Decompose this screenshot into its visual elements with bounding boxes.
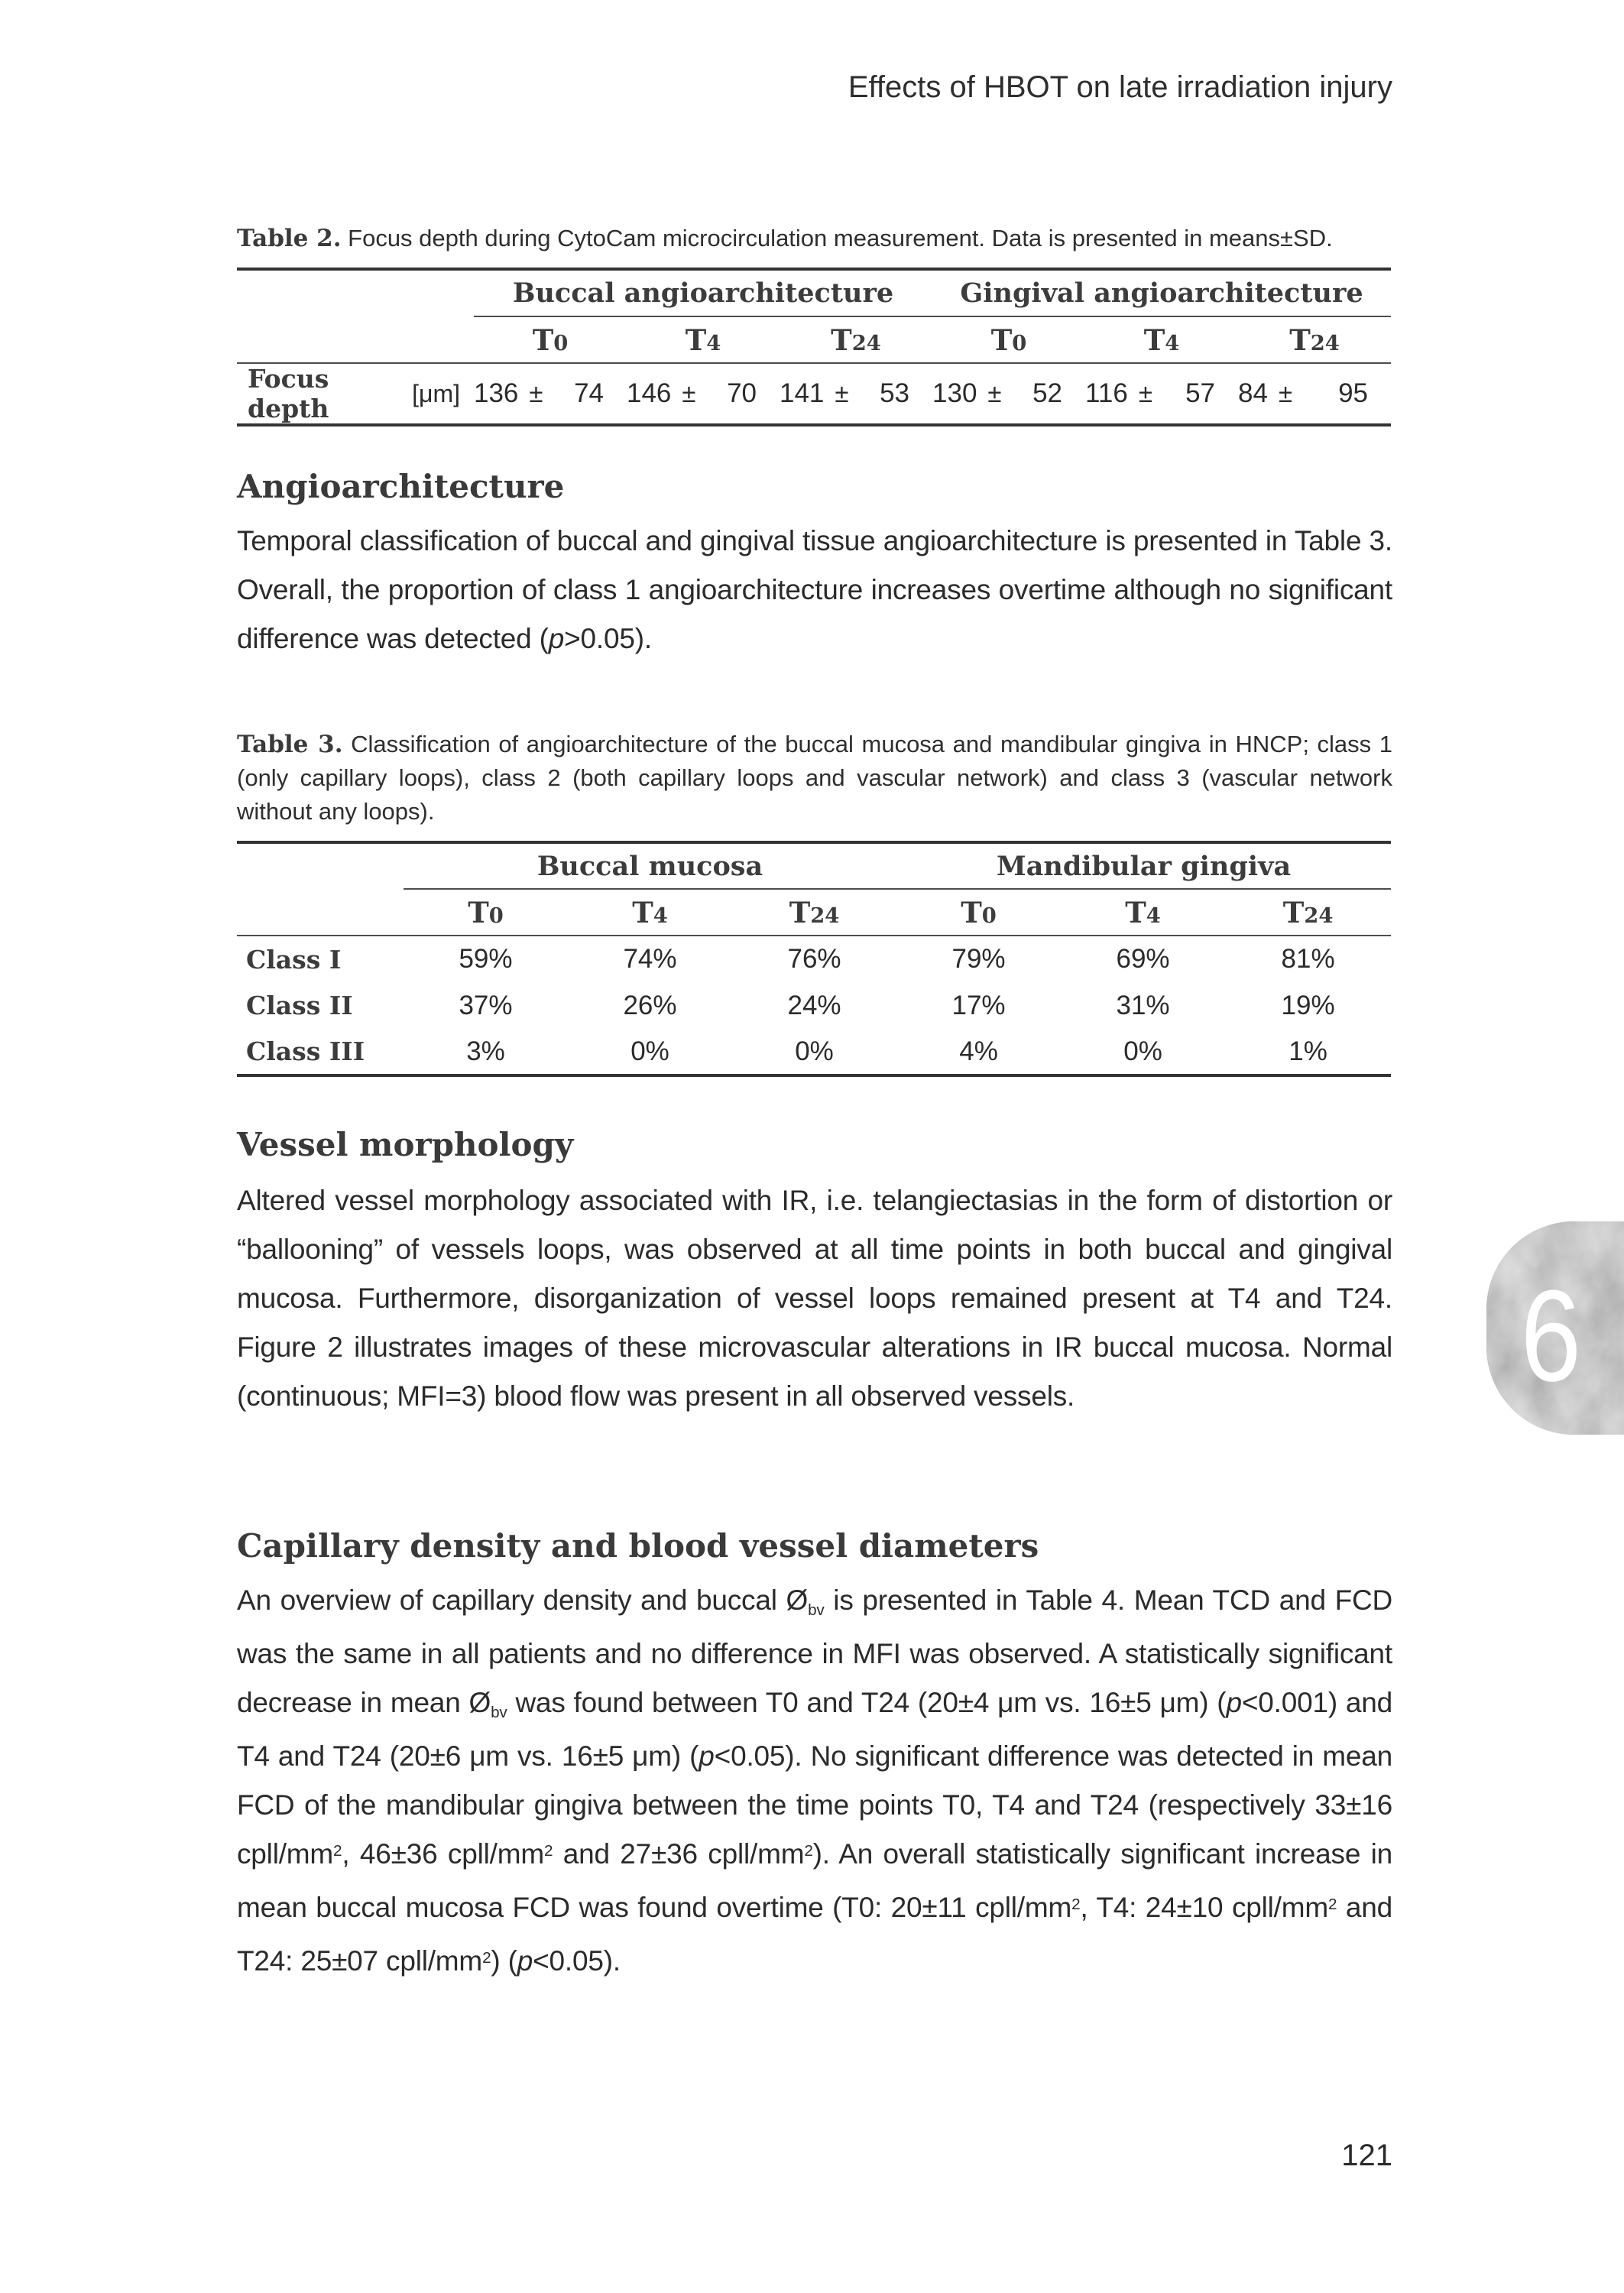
- table2-timepoint-t0-gingival: T0: [932, 316, 1085, 363]
- table3-empty-cell: [237, 889, 404, 936]
- table3-timepoint-t0-gingiva: T0: [896, 889, 1061, 936]
- table3-value-cell: 26%: [623, 990, 677, 1020]
- table3-value-cell: 24%: [787, 990, 841, 1020]
- table2-group-buccal: Buccal angioarchitecture: [474, 269, 932, 316]
- table3-value-cell: 74%: [623, 944, 677, 974]
- table3-caption-text: Classification of angioarchitecture of the buccal mucosa and mandibular gingiva in HNCP; class 1 (only capillary loops), class 2 (both capillary loops and vascular network) and class 3 (vascular network without any loops).: [237, 731, 1392, 825]
- table2-row-unit: [μm]: [412, 379, 460, 407]
- table3-value-cell: 19%: [1281, 990, 1335, 1020]
- table3-value-cell: 3%: [404, 1029, 568, 1075]
- table3-group-header-row: [237, 842, 1391, 889]
- table3-timepoint-row: [237, 889, 1391, 936]
- table2-row-label: Focus depth: [248, 364, 329, 423]
- table3-value-cell: 79%: [951, 944, 1006, 974]
- table2-focus-depth: [237, 268, 1391, 426]
- table3-value-cell: 31%: [1116, 990, 1170, 1020]
- table3-value-cell: 0%: [568, 1029, 732, 1075]
- table2-value-cell: 130 ± 52: [932, 363, 1085, 425]
- table3-caption-label: Table 3.: [237, 731, 343, 758]
- table3-row-class1: [237, 936, 1391, 982]
- table3-value-cell: 4%: [896, 1029, 1061, 1075]
- table3-group-gingiva: Mandibular gingiva: [896, 842, 1391, 889]
- running-header: Effects of HBOT on late irradiation injury: [848, 70, 1392, 104]
- table2-timepoint-t24-buccal: T24: [780, 316, 932, 363]
- table3-row-label: Class III: [237, 1029, 404, 1075]
- paragraph-vessel-morphology: Altered vessel morphology associated with IR, i.e. telangiectasias in the form of distortion or “ballooning” of vessels loops, was observed at all time points in both buccal and gingival mucosa. Furthermore, disorganization of vessel loops remained present at T4 and T24. Figure 2 illustrates images of these microvascular alterations in IR buccal mucosa. Normal (continuous; MFI=3) blood flow was present in all observed vessels.: [237, 1185, 1392, 1412]
- table3-row-class2: [237, 982, 1391, 1029]
- table3-row-label: Class I: [246, 944, 342, 975]
- table3-group-buccal: Buccal mucosa: [404, 842, 896, 889]
- table2-group-gingival: Gingival angioarchitecture: [932, 269, 1391, 316]
- table2-value-cell: 84 ± 95: [1238, 363, 1391, 425]
- table2-value-cell: 136 ± 74: [474, 363, 627, 425]
- table2-timepoint-t4-buccal: T4: [627, 316, 780, 363]
- table2-caption-label: Table 2.: [237, 225, 342, 252]
- table3-value-cell: 69%: [1116, 944, 1170, 974]
- table3-timepoint-t4-buccal: T4: [568, 889, 732, 936]
- table3-row-label: Class II: [246, 991, 353, 1020]
- section-heading-vessel-morphology: Vessel morphology: [237, 1126, 574, 1163]
- section-heading-angioarchitecture: Angioarchitecture: [237, 468, 565, 505]
- table3-value-cell: 0%: [732, 1029, 896, 1075]
- table3-value-cell: 17%: [951, 990, 1006, 1020]
- table2-row-header: [237, 363, 474, 425]
- table3-value-cell: 1%: [1225, 1029, 1391, 1075]
- table2-data-row: [237, 363, 1391, 425]
- table3-timepoint-t0-buccal: T0: [404, 889, 568, 936]
- table3-timepoint-t4-gingiva: T4: [1061, 889, 1225, 936]
- table3-value-cell: 59%: [459, 944, 513, 974]
- table2-corner-cell: [237, 269, 474, 316]
- table2-caption: [237, 222, 1392, 255]
- table3-corner-cell: [237, 842, 404, 889]
- table2-value-cell: 146 ± 70: [627, 363, 780, 425]
- table3-value-cell: 81%: [1281, 944, 1335, 974]
- paragraph-capillary-density: An overview of capillary density and buccal Øbv is presented in Table 4. Mean TCD and FCD was the same in all patients and no difference in MFI was observed. A statistically significant decrease in mean Øbv was found between T0 and T24 (20±4 μm vs. 16±5 μm) (p<0.001) and T4 and T24 (20±6 μm vs. 16±5 μm) (p<0.05). No significant difference was detected in mean FCD of the mandibular gingiva between the time points T0, T4 and T24 (respectively 33±16 cpll/$mm^2$, 46±36 cpll/$mm^2$ and 27±36 cpll/$mm^2$). An overall statistically significant increase in mean buccal mucosa FCD was found overtime (T0: 20±11 cpll/$mm^2$, T4: 24±10 cpll/$mm^2$ and T24: 25±07 cpll/$mm^2$) (p<0.05).: [237, 1584, 1393, 1977]
- table2-group-header-row: [237, 269, 1391, 316]
- table2-value-cell: 116 ± 57: [1085, 363, 1238, 425]
- table3-angioarchitecture-classes: [237, 841, 1391, 1077]
- table3-row-class3: [237, 1029, 1391, 1075]
- table3-value-cell: 37%: [459, 990, 513, 1020]
- table2-caption-text: Focus depth during CytoCam microcirculation measurement. Data is presented in means±SD.: [341, 225, 1333, 251]
- table2-timepoint-t24-gingival: T24: [1238, 316, 1391, 363]
- table2-timepoint-t0-buccal: T0: [474, 316, 627, 363]
- chapter-number: 6: [1520, 1263, 1582, 1409]
- table3-value-cell: 76%: [787, 944, 841, 974]
- section-heading-capillary-density: Capillary density and blood vessel diameters: [237, 1527, 1039, 1565]
- page-number: 121: [1341, 2139, 1392, 2172]
- table3-value-cell: 0%: [1061, 1029, 1225, 1075]
- paragraph-angioarchitecture: Temporal classification of buccal and gingival tissue angioarchitecture is presented in Table 3. Overall, the proportion of class 1 angioarchitecture increases overtime although no significant difference was detected (p>0.05).: [237, 525, 1392, 654]
- table3-timepoint-t24-gingiva: T24: [1225, 889, 1391, 936]
- chapter-tab: [1486, 1221, 1624, 1435]
- table3-caption: [237, 728, 1392, 829]
- table2-timepoint-t4-gingival: T4: [1085, 316, 1238, 363]
- table3-timepoint-t24-buccal: T24: [732, 889, 896, 936]
- table2-value-cell: 141 ± 53: [780, 363, 932, 425]
- table2-empty-cell: [237, 316, 474, 363]
- table2-timepoint-row: [237, 316, 1391, 363]
